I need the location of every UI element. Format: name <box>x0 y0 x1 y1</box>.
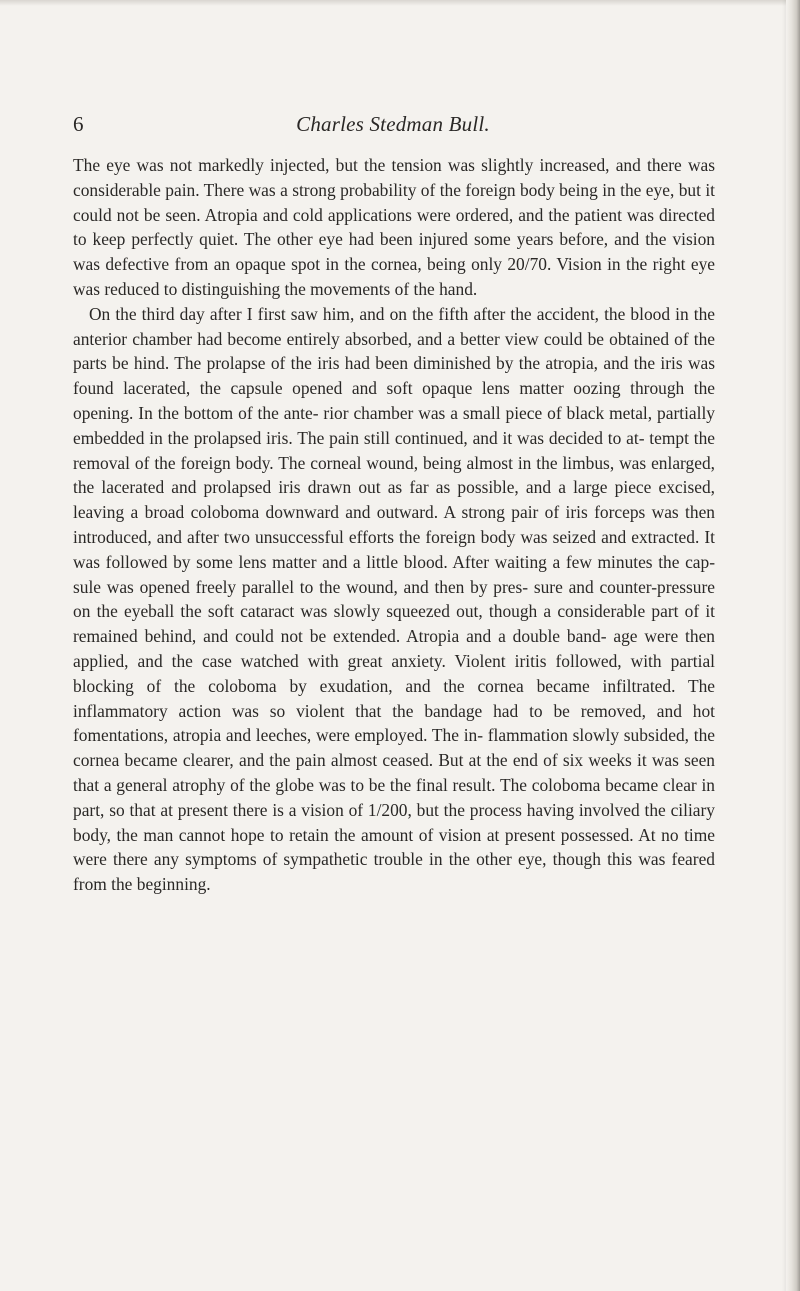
page-binding-edge <box>786 0 800 1291</box>
paragraph: On the third day after I first saw him, and on the fifth after the accident, the blood in the anterior chamber had become entirely absorbed, and a better view could be obtained of the parts be hind. The prolapse of the iris had been diminished by the atropia, and the iris was found lacerated, the capsule opened and soft opaque lens matter oozing through the opening. In the bottom of the ante- rior chamber was a small piece of black metal, partially embedded in the prolapsed iris. The pain still continued, and it was decided to at- tempt the removal of the foreign body. The corneal wound, being almost in the limbus, was enlarged, the lacerated and prolapsed iris drawn out as far as possible, and a large piece excised, leaving a broad coloboma downward and outward. A strong pair of iris forceps was then introduced, and after two unsuccessful efforts the foreign body was seized and extracted. It was followed by some lens matter and a little blood. After waiting a few minutes the cap- sule was opened freely parallel to the wound, and then by pres- sure and counter-pressure on the eyeball the soft cataract was slowly squeezed out, though a considerable part of it remained behind, and could not be extended. Atropia and a double band- age were then applied, and the case watched with great anxiety. Violent iritis followed, with partial blocking of the coloboma by exudation, and the cornea became infiltrated. The inflammatory action was so violent that the bandage had to be removed, and hot fomentations, atropia and leeches, were employed. The in- flammation slowly subsided, the cornea became clearer, and the pain almost ceased. But at the end of six weeks it was seen that a general atrophy of the globe was to be the final result. The coloboma became clear in part, so that at present there is a vision of 1/200, but the process having involved the ciliary body, the man cannot hope to retain the amount of vision at present possessed. At no time were there any symptoms of sympathetic trouble in the other eye, though this was feared from the beginning. <box>73 303 715 895</box>
paragraph: The eye was not markedly injected, but the tension was slightly increased, and there was considerable pain. There was a strong probability of the foreign body being in the eye, but it could not be seen. Atropia and cold applications were ordered, and the patient was directed to keep perfectly quiet. The other eye had been injured some years before, and the vision was defective from an opaque spot in the cornea, being only 20/70. Vision in the right eye was reduced to distinguishing the movements of the hand. <box>73 155 715 299</box>
body-text <box>73 153 715 897</box>
running-title: Charles Stedman Bull. <box>296 112 490 136</box>
page-top-edge <box>0 0 800 6</box>
page-header <box>73 112 713 142</box>
page-number: 6 <box>73 112 84 136</box>
